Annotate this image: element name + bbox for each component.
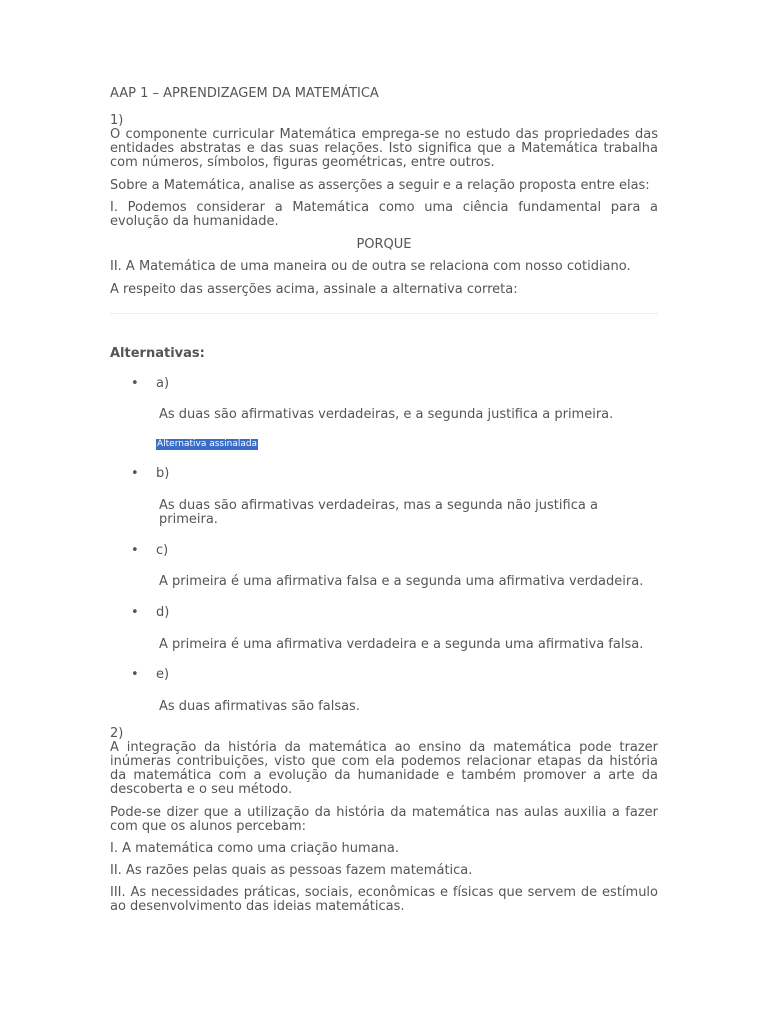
alternative-text: A primeira é uma afirmativa falsa e a segunda uma afirmativa verdadeira. [159, 574, 644, 589]
question-1-question: A respeito das asserções acima, assinale a alternativa correta: [110, 282, 518, 297]
question-1-number: 1) [110, 113, 124, 128]
alternatives-heading: Alternativas: [110, 346, 205, 361]
question-2-number: 2) [110, 726, 124, 741]
question-2-item-2: II. As razões pelas quais as pessoas fazem matemática. [110, 863, 473, 878]
alternative-text: As duas são afirmativas verdadeiras, e a segunda justifica a primeira. [159, 407, 614, 422]
bullet-icon: • [131, 667, 139, 682]
selected-alternative-badge: Alternativa assinalada [157, 439, 258, 449]
question-2-item-1: I. A matemática como uma criação humana. [110, 841, 400, 856]
question-1-connector: PORQUE [356, 237, 412, 252]
bullet-icon: • [131, 376, 139, 391]
alternative-text: As duas afirmativas são falsas. [159, 699, 360, 714]
bullet-icon: • [131, 605, 139, 620]
section-divider [110, 313, 658, 314]
question-1-prompt: Sobre a Matemática, analise as asserções a seguir e a relação proposta entre elas: [110, 178, 650, 193]
alternative-letter: d) [156, 605, 170, 620]
question-2-prompt: Pode-se dizer que a utilização da história da matemática nas aulas auxilia a fazer com que os alunos percebam: [110, 805, 658, 834]
alternative-letter: a) [156, 376, 170, 391]
question-1-statement: O componente curricular Matemática emprega-se no estudo das propriedades das entidades abstratas e das suas relações. Isto significa que a Matemática trabalha com números, símbolos, figuras geométricas, entre outros. [110, 127, 658, 170]
bullet-icon: • [131, 466, 139, 481]
alternative-text: A primeira é uma afirmativa verdadeira e a segunda uma afirmativa falsa. [159, 637, 644, 652]
page-title: AAP 1 – APRENDIZAGEM DA MATEMÁTICA [110, 86, 379, 101]
alternative-text: As duas são afirmativas verdadeiras, mas a segunda não justifica a primeira. [159, 498, 598, 527]
bullet-icon: • [131, 543, 139, 558]
alternative-letter: e) [156, 667, 170, 682]
alternative-letter: c) [156, 543, 169, 558]
question-2-item-3: III. As necessidades práticas, sociais, econômicas e físicas que servem de estímulo ao desenvolvimento das ideias matemáticas. [110, 885, 658, 914]
question-1-assertion-1: I. Podemos considerar a Matemática como uma ciência fundamental para a evolução da humanidade. [110, 200, 658, 229]
question-1-assertion-2: II. A Matemática de uma maneira ou de outra se relaciona com nosso cotidiano. [110, 259, 631, 274]
question-2-statement: A integração da história da matemática ao ensino da matemática pode trazer inúmeras contribuições, visto que com ela podemos relacionar etapas da história da matemática com a evolução da humanidade e também promover a arte da descoberta e o seu método. [110, 740, 658, 797]
alternative-letter: b) [156, 466, 170, 481]
